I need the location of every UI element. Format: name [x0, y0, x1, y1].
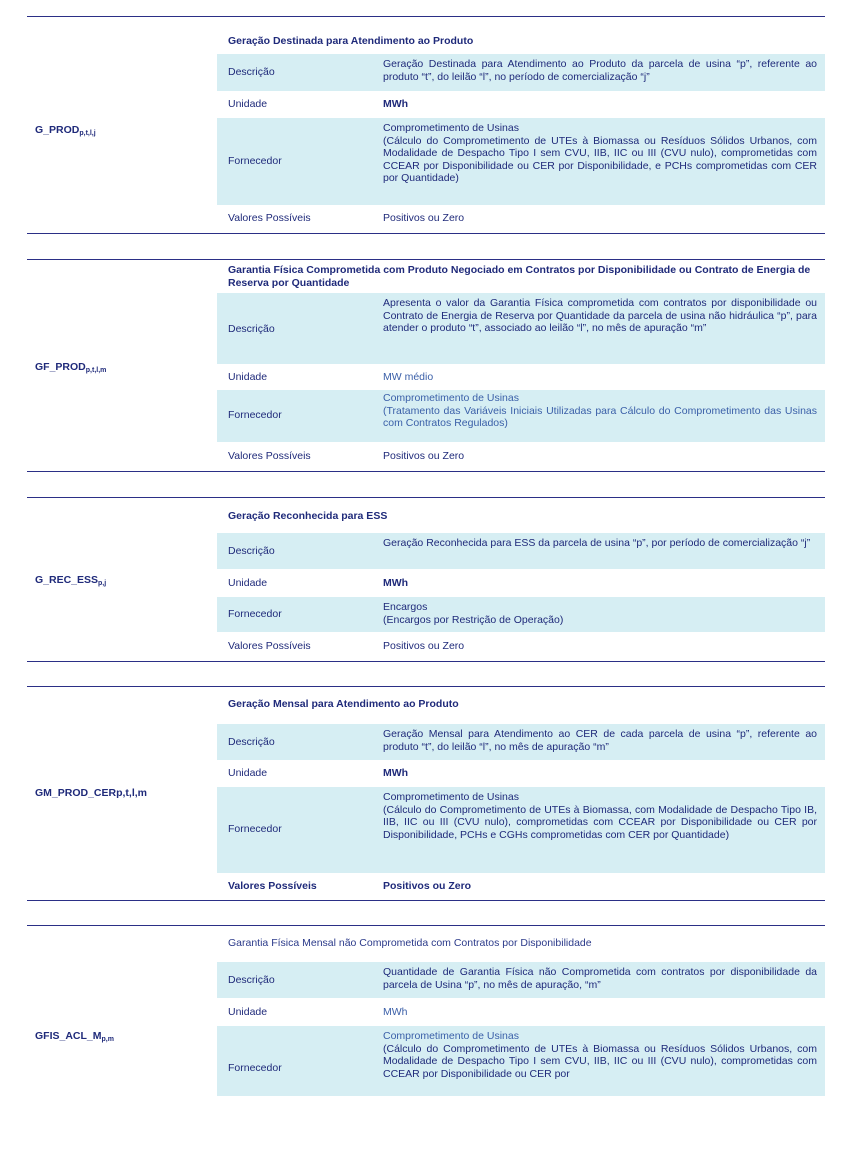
- row-label: Fornecedor: [228, 1062, 282, 1074]
- block-top-rule: [27, 925, 825, 926]
- row-label: Fornecedor: [228, 823, 282, 835]
- row-descricao: [217, 533, 825, 569]
- block-top-rule: [27, 497, 825, 498]
- row-label: Descrição: [228, 66, 275, 78]
- row-label: Fornecedor: [228, 608, 282, 620]
- row-valores: [217, 207, 825, 229]
- row-fornecedor: [217, 597, 825, 632]
- row-value: MWh: [383, 98, 409, 110]
- variable-subscript: p,j: [98, 580, 107, 587]
- row-label: Descrição: [228, 323, 275, 335]
- block-title: Geração Mensal para Atendimento ao Produto: [228, 698, 459, 710]
- row-descricao: [217, 724, 825, 760]
- row-descricao: [217, 962, 825, 998]
- row-label: Descrição: [228, 736, 275, 748]
- block-bottom-rule: [27, 661, 825, 662]
- row-value-line: Encargos: [383, 601, 428, 613]
- row-value: Apresenta o valor da Garantia Física comprometida com contratos por disponibilidade ou Contrato de Energia de Reserva por Quantidade da parcela de usina não hidráulica “p”, para atender o produto “t”, associado ao leilão “l”, no mês de apuração “m”: [383, 297, 817, 335]
- row-unidade: [217, 1001, 825, 1023]
- row-value: Positivos ou Zero: [383, 880, 472, 892]
- block-title: Geração Destinada para Atendimento ao Produto: [228, 35, 474, 47]
- block-bottom-rule: [27, 471, 825, 472]
- row-fornecedor: [217, 118, 825, 205]
- block-top-rule: [27, 16, 825, 17]
- row-unidade: [217, 93, 825, 115]
- row-label: Valores Possíveis: [228, 450, 311, 462]
- row-value-line: Comprometimento de Usinas: [383, 1030, 519, 1042]
- row-label: Valores Possíveis: [228, 212, 311, 224]
- row-label: Valores Possíveis: [228, 880, 317, 892]
- row-unidade: [217, 572, 825, 594]
- row-fornecedor: [217, 787, 825, 873]
- row-label: Unidade: [228, 371, 268, 383]
- variable-name-text: G_REC_ESS: [35, 574, 99, 586]
- variable-name-text: GF_PROD: [35, 361, 86, 373]
- row-value: [383, 1030, 817, 1080]
- block-title: Garantia Física Mensal não Comprometida com Contratos por Disponibilidade: [228, 937, 592, 949]
- block-title: Geração Reconhecida para ESS: [228, 510, 388, 522]
- variable-name: [35, 1030, 114, 1043]
- row-value-line: Comprometimento de Usinas: [383, 791, 519, 803]
- variable-subscript: p,m: [101, 1036, 114, 1043]
- row-value: [383, 791, 817, 841]
- variable-name: [35, 574, 106, 587]
- row-label: Unidade: [228, 577, 268, 589]
- row-value: Geração Reconhecida para ESS da parcela de usina “p”, por período de comercialização “j”: [383, 537, 811, 549]
- block-bottom-rule: [27, 900, 825, 901]
- row-value: MWh: [383, 577, 409, 589]
- row-value: MW médio: [383, 371, 434, 383]
- variable-subscript: p,t,l,j: [79, 130, 96, 137]
- row-value: Positivos ou Zero: [383, 450, 465, 462]
- row-value-line: (Cálculo do Comprometimento de UTEs à Biomassa ou Resíduos Sólidos Urbanos, com Modalidade de Despacho Tipo I sem CVU, IIB, IIC ou III (CVU nulo), comprometidas com CCEAR por Disponibilidade ou CER por Disponibilidade, e PCHs comprometidas com CER por Quantidade): [383, 134, 817, 185]
- row-valores: [217, 445, 825, 467]
- row-value-line: Comprometimento de Usinas: [383, 122, 519, 134]
- row-value: [383, 122, 817, 185]
- row-value-line: (Encargos por Restrição de Operação): [383, 613, 564, 626]
- row-label: Fornecedor: [228, 155, 282, 167]
- row-value: Quantidade de Garantia Física não Comprometida com contratos por disponibilidade da parcela de Usina “p”, no mês de apuração, “m”: [383, 966, 817, 991]
- row-value: [383, 601, 817, 626]
- variable-name-text: G_PROD: [35, 124, 80, 136]
- row-fornecedor: [217, 390, 825, 442]
- block-bottom-rule: [27, 233, 825, 234]
- row-unidade: [217, 366, 825, 388]
- row-value-line: (Tratamento das Variáveis Iniciais Utilizadas para Cálculo do Comprometimento das Usinas com Contratos Regulados): [383, 404, 817, 430]
- row-label: Descrição: [228, 545, 275, 557]
- row-fornecedor: [217, 1026, 825, 1096]
- row-valores: [217, 875, 825, 897]
- row-label: Unidade: [228, 767, 268, 779]
- row-value: MWh: [383, 1006, 408, 1018]
- variable-subscript: p,t,l,m: [85, 367, 107, 374]
- block-title: Garantia Física Comprometida com Produto Negociado em Contratos por Disponibilidade ou Contrato de Energia de Reserva por Quantidade: [228, 264, 811, 289]
- row-label: Fornecedor: [228, 409, 282, 421]
- row-label: Unidade: [228, 1006, 268, 1018]
- row-unidade: [217, 762, 825, 784]
- row-value: Positivos ou Zero: [383, 640, 465, 652]
- row-value-line: Comprometimento de Usinas: [383, 392, 519, 404]
- row-value: Geração Mensal para Atendimento ao CER de cada parcela de usina “p”, referente ao produto “t”, do leilão “l”, no mês de apuração “m”: [383, 728, 817, 753]
- row-descricao: [217, 293, 825, 364]
- variable-name-text: GFIS_ACL_M: [35, 1030, 102, 1042]
- row-value: Positivos ou Zero: [383, 212, 465, 224]
- row-value: MWh: [383, 767, 409, 779]
- row-descricao: [217, 54, 825, 91]
- row-value-line: (Cálculo do Comprometimento de UTEs à Biomassa ou Resíduos Sólidos Urbanos, com Modalidade de Despacho Tipo I sem CVU, IIB, IIC ou III (CVU nulo), comprometidas com CCEAR por Disponibilidade ou CER por: [383, 1042, 817, 1080]
- variable-name: [35, 787, 147, 800]
- row-label: Valores Possíveis: [228, 640, 311, 652]
- row-label: Unidade: [228, 98, 268, 110]
- row-valores: [217, 635, 825, 657]
- row-value-text: Geração Destinada para Atendimento ao Produto da parcela de usina “p”, referente ao produto “t”, do leilão “l”, no período de comercialização “j”: [383, 58, 817, 83]
- row-label: Descrição: [228, 974, 275, 986]
- row-value: [383, 392, 817, 430]
- block-top-rule: [27, 259, 825, 260]
- row-value: [383, 58, 817, 83]
- block-top-rule: [27, 686, 825, 687]
- row-value-line: (Cálculo do Comprometimento de UTEs à Biomassa, com Modalidade de Despacho Tipo IB, IIB, IIC ou III (CVU nulo), comprometidas com CCEAR por Disponibilidade ou CER por Disponibilidade, PCHs e CGHs comprometidas com CER por Quantidade): [383, 803, 817, 841]
- variable-name: [35, 124, 96, 137]
- variable-name-text: GM_PROD_CERp,t,l,m: [35, 787, 148, 799]
- variable-name: [35, 361, 106, 374]
